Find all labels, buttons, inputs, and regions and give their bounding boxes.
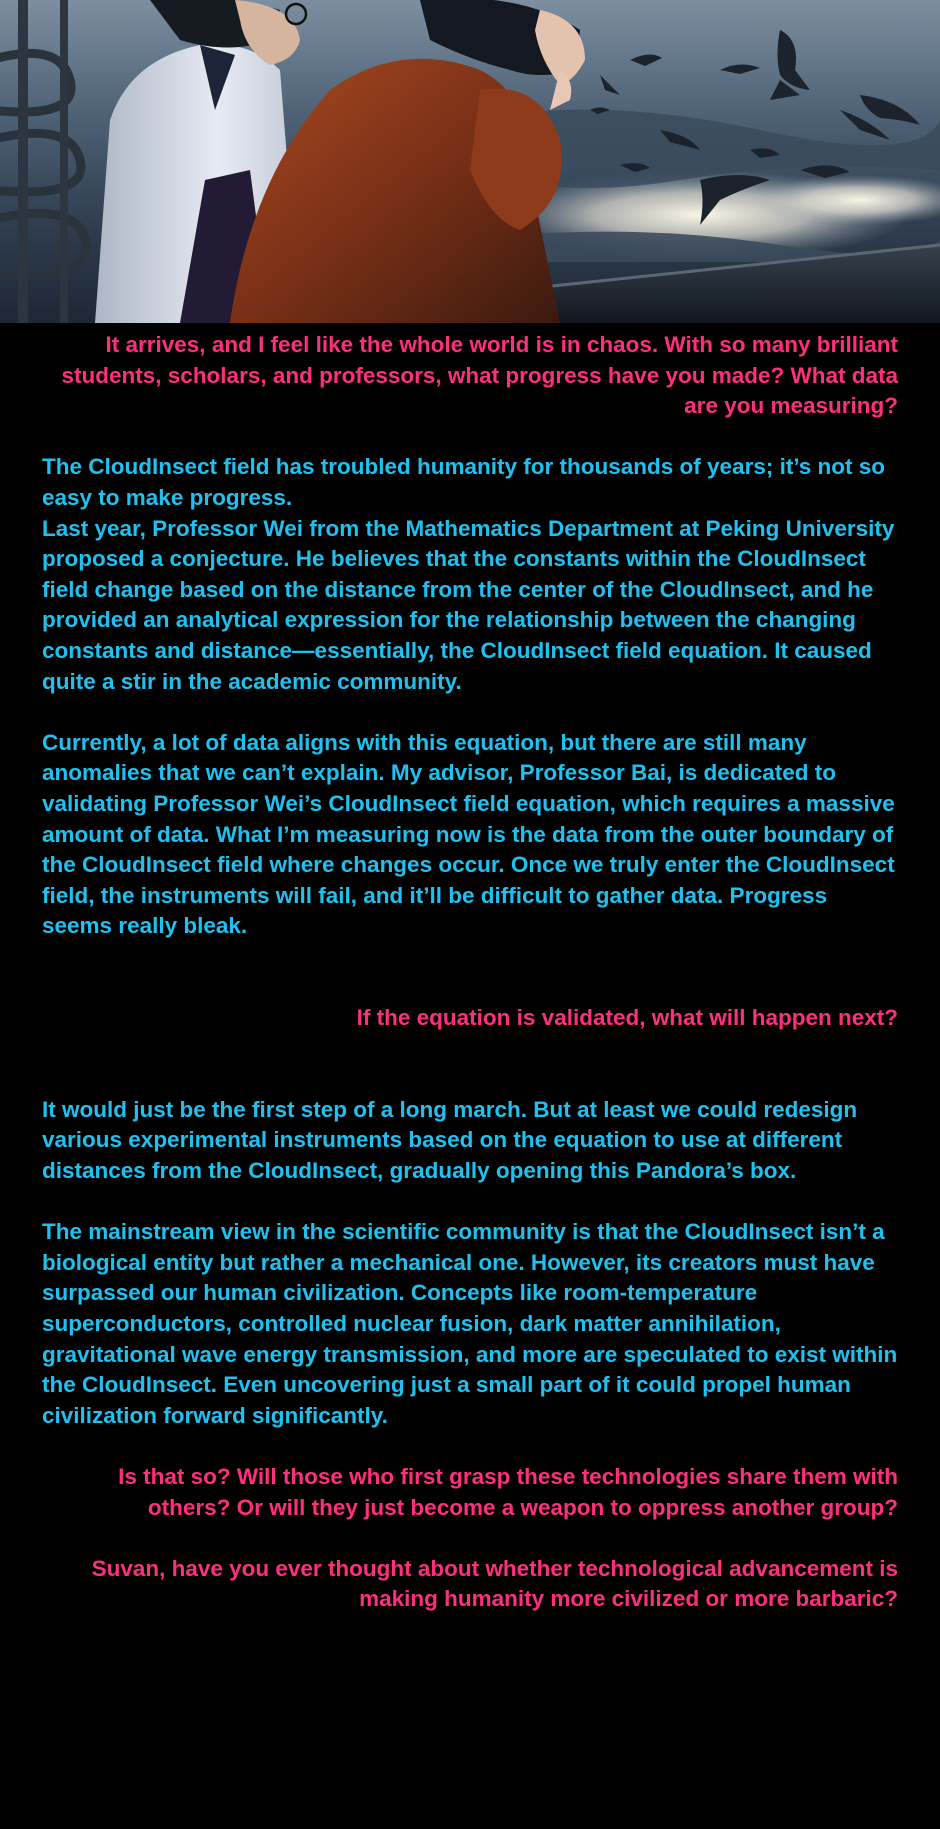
dialogue-line-pink: If the equation is validated, what will happen next? xyxy=(356,1005,898,1031)
dialogue-line-blue: The mainstream view in the scientific community is that the CloudInsect isn’t a biological entity but rather a mechanical one. However, its creators must have surpassed our human civilization. Concepts like room-temperature superconductors, controlled nuclear fusion, dark matter annihilation, gravitational wave energy transmission, and more are speculated to exist within the CloudInsect. Even uncovering just a small part of it could propel human civilization forward significantly. xyxy=(42,1219,898,1428)
dialogue-line-blue: Currently, a lot of data aligns with this equation, but there are still many anomalies that we can’t explain. My advisor, Professor Bai, is dedicated to validating Professor Wei’s CloudInsect field equation, which requires a massive amount of data. What I’m measuring now is the data from the outer boundary of the CloudInsect field where changes occur. Once we truly enter the CloudInsect field, the instruments will fail, and it’ll be difficult to gather data. Progress seems really bleak. xyxy=(42,729,895,939)
story-illustration xyxy=(0,0,940,323)
dialogue-line-blue: The CloudInsect field has troubled humanity for thousands of years; it’s not so easy to make progress. xyxy=(42,454,885,510)
two-students-by-sea-rail-illustration xyxy=(0,0,940,323)
dialogue-line-blue: Last year, Professor Wei from the Mathematics Department at Peking University proposed a conjecture. He believes that the constants within the CloudInsect field change based on the distance from the center of the CloudInsect, and he provided an analytical expression for the relationship between the changing constants and distance—essentially, the CloudInsect field equation. It caused quite a stir in the academic community. xyxy=(42,515,895,694)
dialogue-transcript xyxy=(42,330,898,1615)
dialogue-line-pink: Suvan, have you ever thought about whether technological advancement is making humanity more civilized or more barbaric? xyxy=(91,1555,898,1612)
dialogue-line-pink: It arrives, and I feel like the whole world is in chaos. With so many brilliant students, scholars, and professors, what progress have you made? What data are you measuring? xyxy=(61,332,898,419)
tower-pillar xyxy=(18,0,28,323)
dialogue-line-pink: Is that so? Will those who first grasp these technologies share them with others? Or will they just become a weapon to oppress another group? xyxy=(118,1463,898,1520)
tower-pillar xyxy=(60,0,68,323)
dialogue-line-blue: It would just be the first step of a long march. But at least we could redesign various experimental instruments based on the equation to use at different distances from the CloudInsect, gradually opening this Pandora’s box. xyxy=(42,1096,858,1184)
